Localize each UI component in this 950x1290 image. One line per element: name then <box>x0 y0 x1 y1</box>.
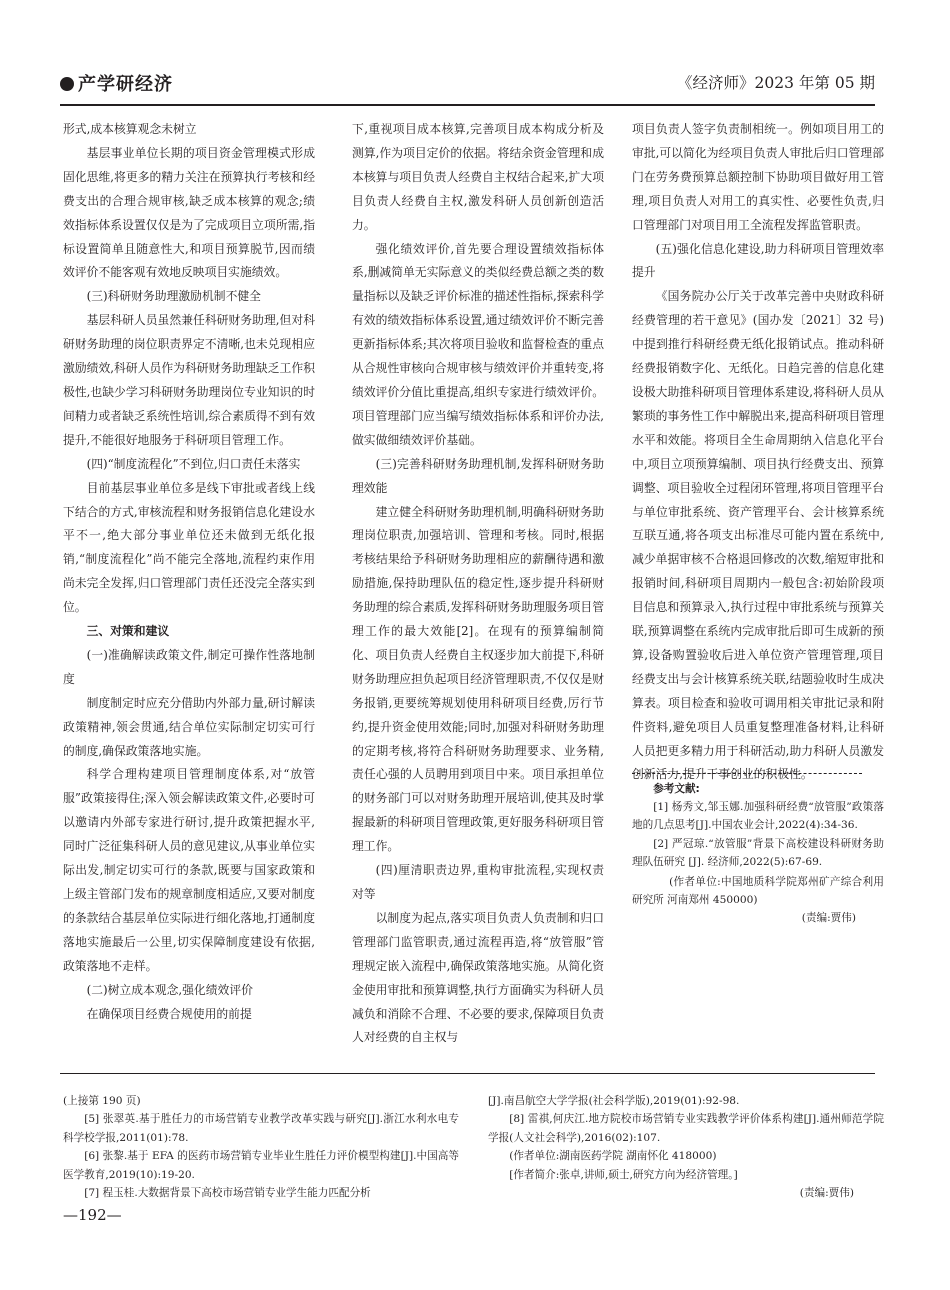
section-title <box>60 70 173 96</box>
references <box>632 780 884 928</box>
journal-issue: 《经济师》2023 年第 05 期 <box>677 74 875 92</box>
reference-item: [2] 严冠琼.“放管服”背景下高校建设科研财务助理队伍研究 [J]. 经济师,2022(5):67-69. <box>632 837 884 868</box>
paragraph: 制度制定时应充分借助内外部力量,研讨解读政策精神,领会贯通,结合单位实际制定切实可行的制度,确保政策落地实施。 <box>63 695 315 758</box>
continuation-divider <box>60 1073 875 1074</box>
paragraph: 目前基层事业单位多是线下审批或者线上线下结合的方式,审核流程和财务报销信息化建设水平不一,绝大部分事业单位还未做到无纸化报销,“制度流程化”尚不能完全落地,流程约束作用尚未完全发挥,归口管理部门责任还没完全落实到位。 <box>63 480 315 615</box>
column-3 <box>632 118 884 787</box>
bullet-dot-icon <box>60 77 74 91</box>
references-title: 参考文献: <box>653 783 700 795</box>
paragraph: 《国务院办公厅关于改革完善中央财政科研经费管理的若干意见》(国办发〔2021〕32 号)中提到推行科研经费无纸化报销试点。推动科研经费报销数字化、无纸化。日趋完善的信息化建设极大助推科研项目管理体系建设,将科研人员从繁琐的事务性工作中解脱出来,提高科研项目管理水平和效能。将项目全生命周期纳入信息化平台中,项目立项预算编制、项目执行经费支出、预算调整、项目验收全过程闭环管理,将项目管理平台与单位审批系统、资产管理平台、会计核算系统互联互通,将各项支出标准尽可能内置在系统中,减少单据审核不合格退回修改的次数,缩短审批和报销时间,科研项目周期内一般包含:初始阶段项目信息和预算录入,执行过程中审批系统与预算关联,预算调整在系统内完成审批后即可生成新的预算,设备购置验收后进入单位资产管理管理,项目经费支出与会计核算系统关联,结题验收时生成决算表。项目检查和验收可调用相关审批记录和附件资料,避免项目人员重复整理准备材料,让科研人员把更多精力用于科研活动,助力科研人员激发创新活力,提升干事创业的积极性。 <box>632 289 884 782</box>
paragraph: 项目负责人签字负责制相统一。例如项目用工的审批,可以简化为经项目负责人审批后归口管理部门在劳务费预算总额控制下协助项目做好用工管理,项目负责人对用工的真实性、必要性负责,归口管理部门对项目用工全流程发挥监管职责。 <box>632 122 884 232</box>
continuation-left <box>63 1092 459 1202</box>
references-divider <box>632 773 862 774</box>
reference-item: [7] 程玉桂.大数据背景下高校市场营销专业学生能力匹配分析 <box>84 1187 371 1200</box>
paragraph: 基层事业单位长期的项目资金管理模式形成固化思维,将更多的精力关注在预算执行考核和经费支出的合理合规审核,缺乏成本核算的观念;绩效指标体系设置仅仅是为了完成项目立项所需,指标设置简单且随意性大,和项目预算脱节,因而绩效评价不能客观有效地反映项目实施绩效。 <box>63 145 315 280</box>
paragraph: 建立健全科研财务助理机制,明确科研财务助理岗位职责,加强培训、管理和考核。同时,根据考核结果给予科研财务助理相应的薪酬待遇和激励措施,保持助理队伍的稳定性,逐步提升科研财务助理的综合素质,发挥科研财务助理服务项目管理工作的最大效能[2]。在现有的预算编制简化、项目负责人经费自主权逐步加大前提下,科研财务助理应担负起项目经济管理职责,不仅仅是财务报销,更要统筹规划使用科研项目经费,厉行节约,提升资金使用效能;同时,加强对科研财务助理的定期考核,将符合科研财务助理要求、业务精,责任心强的人员聘用到项目中来。项目承担单位的财务部门可以对财务助理开展培训,使其及时掌握最新的科研项目管理政策,更好服务科研项目管理工作。 <box>352 504 604 854</box>
column-1 <box>63 118 315 1026</box>
editor-credit: (责编:贾伟) <box>799 1187 854 1200</box>
header-rule <box>60 104 875 106</box>
continued-from: (上接第 190 页) <box>63 1095 141 1107</box>
subheading: (一)准确解读政策文件,制定可操作性落地制度 <box>63 647 315 686</box>
author-affiliation: (作者单位:湖南医药学院 湖南怀化 418000) <box>509 1150 717 1163</box>
paragraph: 基层科研人员虽然兼任科研财务助理,但对科研财务助理的岗位职责界定不清晰,也未兑现相应激励绩效,科研人员作为科研财务助理缺乏工作积极性,也缺少学习科研财务助理岗位专业知识的时间精力或者缺乏系统性培训,综合素质得不到有效提升,不能很好地服务于科研项目管理工作。 <box>63 313 315 447</box>
subheading: (三)科研财务助理激励机制不健全 <box>86 289 261 304</box>
continuation-right <box>488 1092 884 1202</box>
reference-item: [6] 张黎.基于 EFA 的医药市场营销专业毕业生胜任力评价模型构建[J].中国高等医学教育,2019(10):19-20. <box>63 1150 459 1181</box>
subheading: (四)厘清职责边界,重构审批流程,实现权责对等 <box>352 863 604 901</box>
subheading: (五)强化信息化建设,助力科研项目管理效率提升 <box>632 241 884 280</box>
page-header <box>60 62 875 102</box>
reference-item: [J].南昌航空大学学报(社会科学版),2019(01):92-98. <box>488 1095 740 1107</box>
reference-item: [1] 杨秀文,邹玉娜.加强科研经费“放管服”政策落地的几点思考[J].中国农业会计,2022(4):34-36. <box>632 801 884 832</box>
column-2 <box>352 118 604 1050</box>
subheading: (四)“制度流程化”不到位,归口责任未落实 <box>86 456 301 471</box>
editor-credit: (责编:贾伟) <box>801 912 856 925</box>
reference-item: [5] 张翠英.基于胜任力的市场营销专业教学改革实践与研究[J].浙江水利水电专科学校学报,2011(01):78. <box>63 1113 459 1144</box>
subheading: (三)完善科研财务助理机制,发挥科研财务助理效能 <box>352 456 604 495</box>
paragraph: 形式,成本核算观念未树立 <box>63 122 197 136</box>
author-bio: [作者简介:张卓,讲师,硕士,研究方向为经济管理。] <box>509 1168 738 1181</box>
paragraph: 在确保项目经费合规使用的前提 <box>86 1006 252 1021</box>
author-affiliation: (作者单位:中国地质科学院郑州矿产综合利用研究所 河南郑州 450000) <box>632 876 884 907</box>
paragraph: 以制度为起点,落实项目负责人负责制和归口管理部门监管职责,通过流程再造,将“放管服”管理规定嵌入流程中,确保政策落地实施。从简化资金使用审批和预算调整,执行方面确实为科研人员减负和消除不合理、不必要的要求,保障项目负责人对经费的自主权与 <box>352 910 604 1045</box>
reference-item: [8] 雷祺,何庆江.地方院校市场营销专业实践教学评价体系构建[J].通州师范学院学报(人文社会科学),2016(02):107. <box>488 1113 884 1144</box>
page-number: —192— <box>63 1206 122 1224</box>
paragraph: 科学合理构建项目管理制度体系,对“放管服”政策接得住;深入领会解读政策文件,必要时可以邀请内外部专家进行研讨,提升政策把握水平,同时广泛征集科研人员的意见建议,从事业单位实际出发,制定切实可行的条款,既要与国家政策和上级主管部门发布的规章制度相适应,又要对制度的条款结合基层单位实际进行细化落地,打通制度落地实施最后一公里,切实保障制度建设有依据,政策落地不走样。 <box>63 767 315 973</box>
paragraph: 强化绩效评价,首先要合理设置绩效指标体系,删减简单无实际意义的类似经费总额之类的数量指标以及缺乏评价标准的描述性指标,探索科学有效的绩效指标体系设置,通过绩效评价不断完善更新指标体系;其次将项目验收和监督检查的重点从合规性审核向合规审核与绩效评价并重转变,将绩效评价分值比重提高,组织专家进行绩效评价。项目管理部门应当编写绩效指标体系和评价办法,做实做细绩效评价基础。 <box>352 241 604 447</box>
subheading: (二)树立成本观念,强化绩效评价 <box>86 982 253 997</box>
section-title-text: 产学研经济 <box>78 74 173 95</box>
paragraph: 下,重视项目成本核算,完善项目成本构成分析及测算,作为项目定价的依据。将结余资金管理和成本核算与项目负责人经费自主权结合起来,扩大项目负责人经费自主权,激发科研人员创新创造活力。 <box>352 122 604 232</box>
section-heading: 三、对策和建议 <box>86 624 170 639</box>
